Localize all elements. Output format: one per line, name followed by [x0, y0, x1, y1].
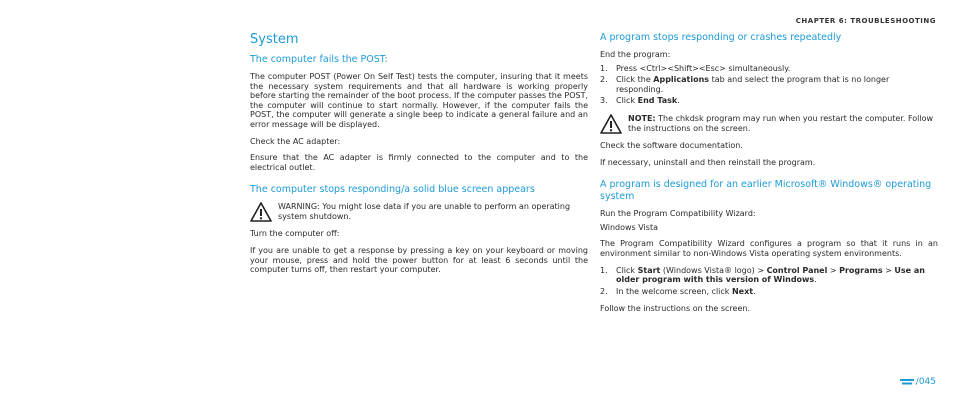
list-item: 3. Click End Task.	[600, 96, 680, 106]
left-column	[250, 32, 588, 282]
turn-off-paragraph: If you are unable to get a response by pressing a key on your keyboard or moving your mouse, press and hold the power button for at least 6 seconds until the computer turns off, then restart your computer.	[250, 245, 588, 275]
list-item: 1. Click Start (Windows Vista® logo) > Control Panel > Programs > Use an older program with this version of Windows.	[600, 265, 925, 285]
check-software: Check the software documentation.	[600, 140, 743, 150]
section-title: System	[250, 32, 299, 47]
end-program-steps	[600, 64, 938, 106]
wizard-steps	[600, 266, 938, 297]
end-program-label: End the program:	[600, 50, 671, 59]
windows-vista-label: Windows Vista	[600, 222, 658, 232]
applications-tab-ref: Applications	[653, 75, 710, 85]
reinstall: If necessary, uninstall and then reinstall the program.	[600, 157, 816, 167]
post-paragraph: The computer POST (Power On Self Test) tests the computer, insuring that it meets the necessary system requirements and that all hardware is working properly before starting the remainder of the boot process. If the computer passes the POST, the computer will continue to start normally. However, if the computer fails the POST, the computer will generate a single beep to indicate a general failure and an error message will be displayed.	[250, 72, 588, 129]
warning-block	[250, 202, 588, 222]
warning-icon	[600, 114, 622, 134]
wizard-paragraph: The Program Compatibility Wizard configures a program so that it runs in an environment similar to non-Windows Vista operating system environments.	[600, 239, 938, 258]
right-column	[600, 32, 938, 321]
note-text: The chkdsk program may run when you restart the computer. Follow the instructions on the screen.	[628, 113, 934, 133]
ac-paragraph: Ensure that the AC adapter is firmly connected to the computer and to the electrical outlet.	[250, 153, 588, 172]
page-number: /045	[900, 377, 936, 387]
stops-heading: The computer stops responding/a solid blue screen appears	[250, 184, 535, 196]
note-block	[600, 114, 938, 134]
turn-off-label: Turn the computer off:	[250, 229, 340, 239]
crash-heading: A program stops responding or crashes repeatedly	[600, 32, 842, 43]
chapter-header: CHAPTER 6: TROUBLESHOOTING	[795, 17, 936, 25]
end-task-ref: End Task	[637, 96, 678, 106]
warning-icon	[250, 202, 272, 222]
earlier-heading: A program is designed for an earlier Microsoft® Windows® operating system	[600, 179, 932, 203]
brand-logo-icon	[900, 378, 914, 386]
list-item: 2. In the welcome screen, click Next.	[600, 286, 756, 296]
post-heading: The computer fails the POST:	[250, 54, 388, 65]
check-ac-label: Check the AC adapter:	[250, 136, 341, 146]
run-wizard-label: Run the Program Compatibility Wizard:	[600, 209, 756, 219]
warning-text: WARNING: You might lose data if you are unable to perform an operating system shutdown.	[278, 202, 571, 221]
note-label: NOTE:	[628, 113, 656, 123]
list-item: 2. Click the Applications tab and select the program that is no longer responding.	[600, 75, 890, 94]
follow-instructions: Follow the instructions on the screen.	[600, 304, 751, 314]
list-item: 1. Press <Ctrl><Shift><Esc> simultaneously.	[600, 63, 791, 73]
